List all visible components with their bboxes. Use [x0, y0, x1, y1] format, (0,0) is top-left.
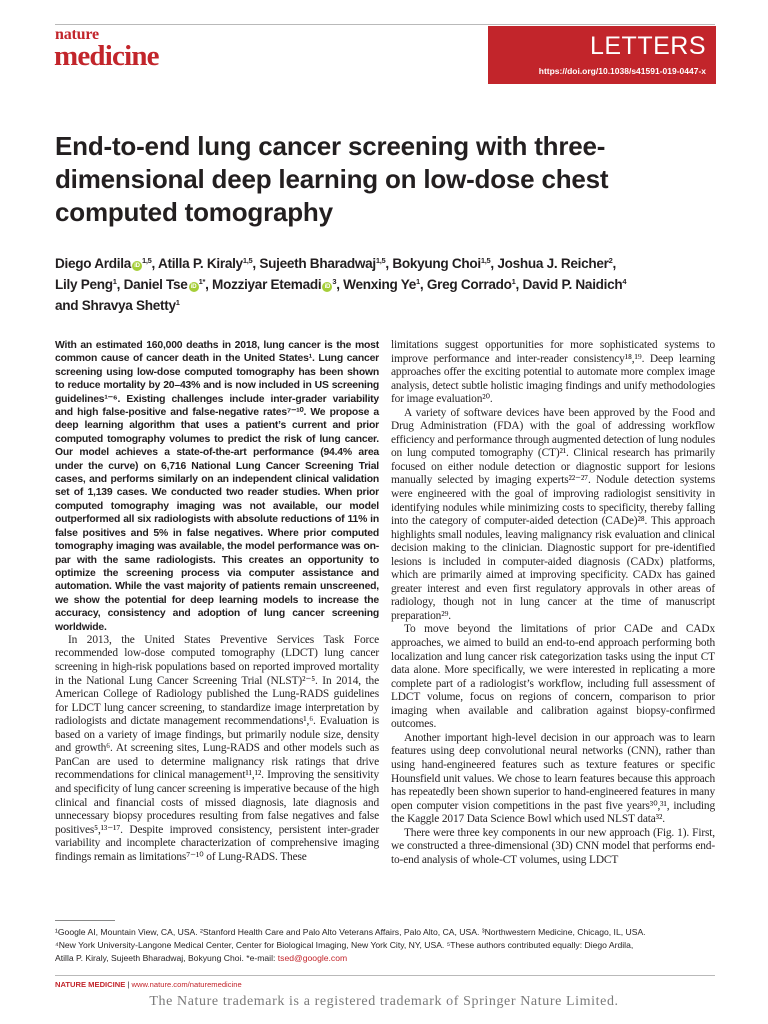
section-banner	[488, 26, 716, 84]
author-name[interactable]: Wenxing Ye	[343, 277, 416, 292]
affiliation-line: ⁴New York University-Langone Medical Center, Center for Biological Imaging, New York City, NY, USA. ⁵These authors contributed equally: Diego Ardila,	[55, 939, 634, 950]
body-paragraph: There were three key components in our new approach (Fig. 1). First, we constructed a three-dimensional (3D) CNN model that performs end-to-end analysis of whole-CT volumes, using LDCT	[391, 826, 715, 866]
author-separator: ,	[252, 256, 260, 271]
author-separator: ,	[205, 277, 213, 292]
body-paragraph: limitations suggest opportunities for more sophisticated systems to improve performance and inter-reader consistency¹⁸,¹⁹. Deep learning approaches offer the exciting potential to automate more complex image analysis, detect subtle holistic imaging findings and unify methodologies for image evaluation²⁰.	[391, 339, 715, 406]
author-affiliation-marker: 1*	[198, 277, 206, 286]
left-body	[55, 634, 379, 864]
author-name[interactable]: Lily Peng	[55, 277, 113, 292]
author-affiliation-marker: 2	[608, 256, 613, 265]
body-paragraph: To move beyond the limitations of prior CADe and CADx approaches, we aimed to build an end-to-end approach performing both localization and lung cancer risk categorization tasks using the input CT data alone. More specifically, we were interested in replicating a more complete part of a radiologist’s workflow, including full assessment of LDCT volume, focus on regions of concern, comparison to prior imaging when available and calibration against biopsy-confirmed outcomes.	[391, 623, 715, 731]
affiliation-line	[55, 952, 715, 965]
orcid-icon[interactable]: iD	[189, 282, 199, 292]
journal-logo-nature[interactable]: nature	[55, 26, 99, 43]
body-paragraph: In 2013, the United States Preventive Services Task Force recommended low-dose computed tomography (LDCT) lung cancer screening in high-risk populations based on reported improved mortality in the National Lung Cancer Screening Trial (NLST)²⁻⁵. In 2014, the American College of Radiology published the Lung-RADS guidelines for LDCT lung cancer screening, to standardize image interpretation by radiologists and dictate management recommendations¹,⁶. Evaluation is based on a variety of image findings, but primarily nodule size, density and growth⁶. At screening sites, Lung-RADS and other models such as PanCan are used to determine malignancy risk ratings that drive recommendations for clinical management¹¹,¹². Improving the sensitivity and specificity of lung cancer screening is imperative because of the high clinical and financial costs of missed diagnosis, late diagnosis and unnecessary biopsy procedures resulting from false negatives and false positives⁵,¹³⁻¹⁷. Despite improved consistency, persistent inter-grader variability and incomplete characterization of comprehensive imaging findings remain as limitations⁷⁻¹⁰ of Lung-RADS. These	[55, 633, 379, 863]
author-separator: ,	[612, 256, 617, 271]
body-paragraph: Another important high-level decision in our approach was to learn features using deep convolutional neural networks (CNN), rather than using hand-engineered features such as texture features or specific Hounsfield unit values. We chose to learn features because this approach has repeatedly been shown superior to hand-engineered features in many open computer vision competitions in the past five years³⁰,³¹, including the Kaggle 2017 Data Science Bowl which used NLST data³².	[391, 731, 715, 826]
author-affiliation-marker: 1,5	[480, 256, 491, 265]
page-footer	[55, 980, 242, 990]
footer-journal: NATURE MEDICINE	[55, 980, 126, 989]
author-name[interactable]: Joshua J. Reicher	[497, 256, 609, 271]
affiliation-line: ¹Google AI, Mountain View, CA, USA. ²Stanford Health Care and Palo Alto Veterans Affairs, Palo Alto, CA, USA. ³Northwestern Medicine, Chicago, IL, USA.	[55, 927, 646, 937]
author-separator: ,	[385, 256, 393, 271]
author-affiliation-marker: 1,5	[141, 256, 152, 265]
author-separator: ,	[515, 277, 523, 292]
email-link[interactable]: tsed@google.com	[277, 952, 348, 963]
trademark-notice: The Nature trademark is a registered trademark of Springer Nature Limited.	[149, 994, 619, 1009]
right-column	[391, 339, 715, 867]
author-name[interactable]: Diego Ardila	[55, 256, 131, 271]
author-name[interactable]: Bokyung Choi	[392, 256, 481, 271]
author-affiliation-marker: 1	[112, 277, 117, 286]
author-name[interactable]: Mozziyar Etemadi	[212, 277, 322, 292]
doi-link[interactable]: https://doi.org/10.1038/s41591-019-0447-x	[538, 66, 706, 76]
affiliations	[55, 926, 715, 964]
author-separator: ,	[490, 256, 498, 271]
footer-rule	[55, 975, 715, 976]
left-column	[55, 339, 379, 864]
author-name[interactable]: Sujeeth Bharadwaj	[259, 256, 376, 271]
author-affiliation-marker: 1	[175, 298, 180, 307]
top-rule	[55, 24, 715, 25]
author-affiliation-marker: 4	[622, 277, 627, 286]
author-affiliation-marker: 3	[332, 277, 337, 286]
author-name[interactable]: Greg Corrado	[426, 277, 512, 292]
footer-separator: |	[125, 980, 132, 989]
orcid-icon[interactable]: iD	[132, 261, 142, 271]
footer-url[interactable]: www.nature.com/naturemedicine	[131, 980, 242, 989]
author-affiliation-marker: 1,5	[375, 256, 386, 265]
author-name[interactable]: Daniel Tse	[123, 277, 188, 292]
section-label: LETTERS	[589, 32, 706, 60]
affiliation-text: Atilla P. Kiraly, Sujeeth Bharadwaj, Bokyung Choi. *e-mail:	[55, 952, 278, 963]
orcid-icon[interactable]: iD	[322, 282, 332, 292]
author-list	[55, 253, 715, 316]
author-name[interactable]: David P. Naidich	[522, 277, 623, 292]
journal-logo-medicine[interactable]: medicine	[54, 40, 159, 72]
author-affiliation-marker: 1	[415, 277, 420, 286]
author-separator: ,	[151, 256, 158, 271]
author-affiliation-marker: 1	[511, 277, 516, 286]
abstract: With an estimated 160,000 deaths in 2018, lung cancer is the most common cause of cancer death in the United States¹. Lung cancer screening using low-dose computed tomography has been shown to reduce mortality by 20–43% and is now included in US screening guidelines¹⁻⁶. Existing challenges include inter-grader variability and high false-positive and false-negative rates⁷⁻¹⁰. We propose a deep learning algorithm that uses a patient’s current and prior computed tomography volumes to predict the risk of lung cancer. Our model achieves a state-of-the-art performance (94.4% area under the curve) on 6,716 National Lung Cancer Screening Trial cases, and performs similarly on an independent clinical validation set of 1,139 cases. We conducted two reader studies. When prior computed tomography imaging was not available, our model outperformed all six radiologists with absolute reductions of 11% in false positives and 5% in false negatives. Where prior computed tomography imaging was available, the model performance was on-par with the same radiologists. This creates an opportunity to optimize the screening process via computer assistance and automation. While the vast majority of patients remain unscreened, we show the potential for deep learning models to increase the accuracy, consistency and adoption of lung cancer screening worldwide.	[55, 340, 379, 633]
author-name[interactable]: Atilla P. Kiraly	[157, 256, 243, 271]
author-separator: ,	[116, 277, 124, 292]
author-name[interactable]: and Shravya Shetty	[55, 298, 176, 313]
author-separator: ,	[419, 277, 427, 292]
article-title: End-to-end lung cancer screening with three-dimensional deep learning on low-dose chest computed tomography	[55, 131, 609, 227]
author-separator: ,	[336, 277, 344, 292]
body-paragraph: A variety of software devices have been approved by the Food and Drug Administration (FDA) with the goal of addressing workflow efficiency and performance through augmented detection of lung nodules on lung computed tomography (CT)²¹. Clinical research has primarily focused on either nodule detection or diagnostic support for lesions manually selected by imaging experts²²⁻²⁷. Nodule detection systems were engineered with the goal of improving radiologist sensitivity in identifying nodules while minimizing costs to specificity, thereby falling into the category of computer-aided detection (CADe)²⁸. This approach highlights small nodules, leaving malignancy risk evaluation and clinical decision making to the clinician. Diagnostic support for pre-identified lesions is included in computer-aided diagnosis (CADx) platforms, which are primarily aimed at improving specificity. CADx has gained greater interest and even first regulatory approvals in other areas of radiology, though not in lung cancer at the time of manuscript preparation²⁹.	[391, 406, 715, 622]
author-affiliation-marker: 1,5	[242, 256, 253, 265]
affiliation-rule	[55, 920, 115, 921]
